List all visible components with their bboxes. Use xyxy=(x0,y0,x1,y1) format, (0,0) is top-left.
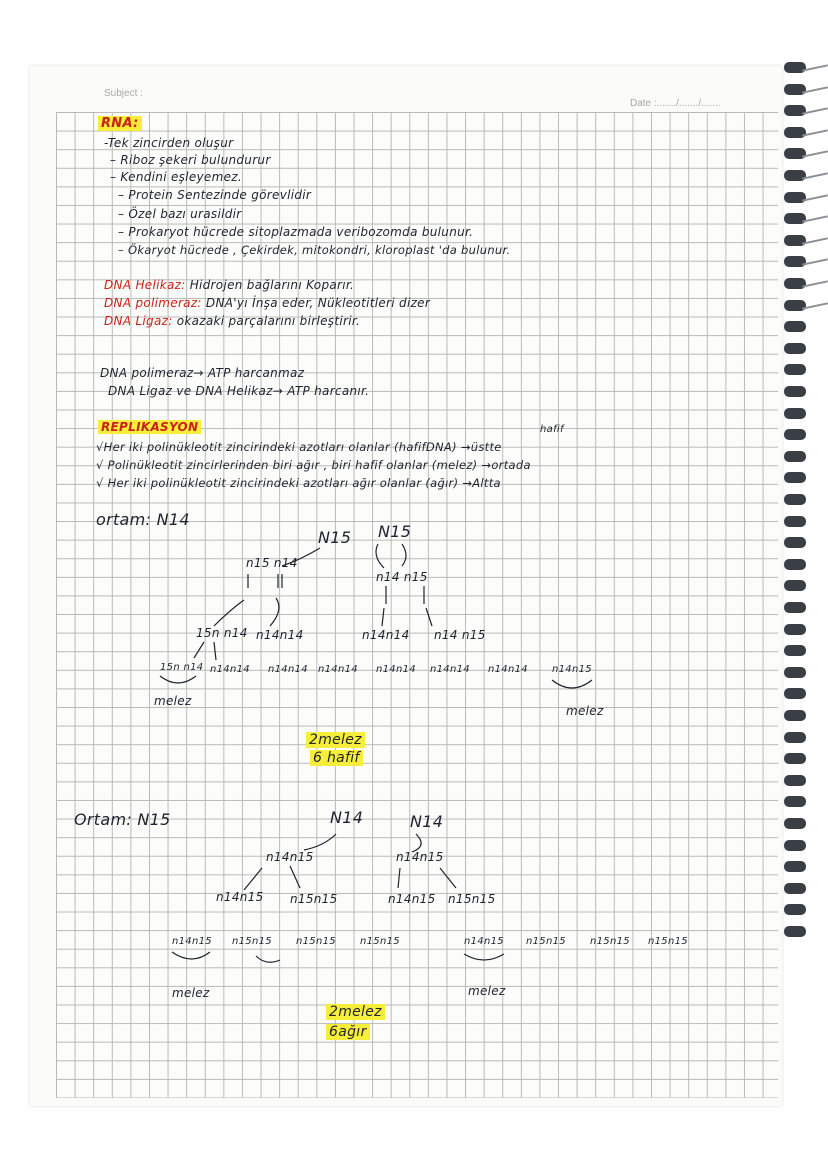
melez-brace xyxy=(256,956,280,962)
replication-item: √Her iki polinükleotit zincirindeki azotları olanlar (hafifDNA) →üstte xyxy=(96,440,502,454)
diagram1-gen3: n14n14 xyxy=(376,664,416,675)
diagram2-gen2: n14n15 xyxy=(388,892,436,906)
branch-line xyxy=(248,574,282,588)
diagram1-gen2: n14 n15 xyxy=(434,628,486,642)
diagram2-melez-label: melez xyxy=(468,984,506,998)
rna-item: – Protein Sentezinde görevlidir xyxy=(118,188,312,202)
diagram1-gen3: n14n14 xyxy=(318,664,358,675)
branch-line xyxy=(194,642,216,660)
branch-line xyxy=(244,866,300,890)
diagram2-gen2: n15n15 xyxy=(448,892,496,906)
diagram1-gen3: n14n14 xyxy=(268,664,308,675)
rna-item: – Riboz şekeri bulundurur xyxy=(110,153,271,167)
diagram1-root: N15 xyxy=(378,522,412,541)
diagram1-melez-label: melez xyxy=(154,694,192,708)
replication-item: √ Polinükleotit zincirlerinden biri ağır , biri hafif olanlar (melez) →ortada xyxy=(96,458,531,472)
diagram2-gen3: n15n15 xyxy=(360,936,400,947)
diagram2-melez-label: melez xyxy=(172,986,210,1000)
melez-brace xyxy=(464,954,504,960)
diagram1-gen3: n14n14 xyxy=(430,664,470,675)
enzyme-desc: okazaki parçalarını birleştirir. xyxy=(176,314,361,328)
melez-brace xyxy=(172,952,210,959)
enzyme-name: DNA Ligaz: xyxy=(104,314,173,328)
rna-item: – Prokaryot hücrede sitoplazmada veribozomda bulunur. xyxy=(118,225,474,239)
diagram2-gen3: n14n15 xyxy=(172,936,212,947)
diagram2-gen3: n15n15 xyxy=(296,936,336,947)
diagram2-gen3: n15n15 xyxy=(526,936,566,947)
diagram2-gen3: n15n15 xyxy=(648,936,688,947)
enzyme-name: DNA Helikaz: xyxy=(104,278,186,292)
branch-line xyxy=(402,544,406,566)
diagram1-gen1: n15 n14 xyxy=(246,556,298,570)
diagram2-gen3: n14n15 xyxy=(464,936,504,947)
melez-brace xyxy=(552,680,592,688)
branch-line xyxy=(214,598,279,626)
rna-title: RNA: xyxy=(98,116,142,131)
rna-item: -Tek zincirden oluşur xyxy=(104,136,234,150)
diagram1-gen3: n14n15 xyxy=(552,664,592,675)
diagram1-result: 6 hafif xyxy=(310,750,363,766)
diagram1-melez-label: melez xyxy=(566,704,604,718)
replication-title: REPLIKASYON xyxy=(98,420,201,434)
diagram1-result: 2melez xyxy=(306,732,365,748)
diagram2-gen2: n15n15 xyxy=(290,892,338,906)
atp-line: DNA polimeraz→ ATP harcanmaz xyxy=(100,366,305,380)
diagram1-gen2: 15n n14 xyxy=(196,626,248,640)
branch-line xyxy=(412,834,421,852)
branch-line xyxy=(376,544,384,568)
diagram2-medium: Ortam: N15 xyxy=(74,810,171,829)
hafif-note: hafif xyxy=(540,424,564,435)
diagram1-gen2: n14n14 xyxy=(256,628,304,642)
replication-item: √ Her iki polinükleotit zincirindeki azotları ağır olanlar (ağır) →Altta xyxy=(96,476,501,490)
diagram2-gen3: n15n15 xyxy=(232,936,272,947)
diagram1-root: N15 xyxy=(318,528,352,547)
atp-line: DNA Ligaz ve DNA Helikaz→ ATP harcanır. xyxy=(108,384,370,398)
subject-label: Subject : xyxy=(104,88,143,99)
branch-line xyxy=(386,586,424,604)
rna-item: – Ökaryot hücrede , Çekirdek, mitokondri, kloroplast 'da bulunur. xyxy=(118,243,511,257)
diagram1-gen3: n14n14 xyxy=(488,664,528,675)
diagram1-gen3: n14n14 xyxy=(210,664,250,675)
branch-line xyxy=(382,608,432,626)
diagram2-gen1: n14n15 xyxy=(266,850,314,864)
branch-line xyxy=(304,834,336,850)
diagram2-result: 6ağır xyxy=(326,1024,370,1040)
rna-item: – Kendini eşleyemez. xyxy=(110,170,242,184)
diagram1-medium: ortam: N14 xyxy=(96,510,190,529)
diagram2-root: N14 xyxy=(330,808,364,827)
diagram2-gen2: n14n15 xyxy=(216,890,264,904)
diagram2-result: 2melez xyxy=(326,1004,385,1020)
diagram2-gen3: n15n15 xyxy=(590,936,630,947)
enzyme-desc: Hidrojen bağlarını Koparır. xyxy=(189,278,355,292)
melez-brace xyxy=(160,676,196,683)
branch-line xyxy=(398,868,456,888)
enzyme-desc: DNA'yı İnşa eder, Nükleotitleri dizer xyxy=(205,296,431,310)
diagram2-gen1: n14n15 xyxy=(396,850,444,864)
diagram1-gen2: n14n14 xyxy=(362,628,410,642)
diagram1-gen1: n14 n15 xyxy=(376,570,428,584)
diagram2-root: N14 xyxy=(410,812,444,831)
branch-line xyxy=(282,548,320,566)
diagram1-gen3: 15n n14 xyxy=(160,662,204,673)
enzyme-name: DNA polimeraz: xyxy=(104,296,202,310)
rna-item: – Özel bazı urasildir xyxy=(118,207,242,221)
date-label: Date :......./......./....... xyxy=(630,98,721,109)
